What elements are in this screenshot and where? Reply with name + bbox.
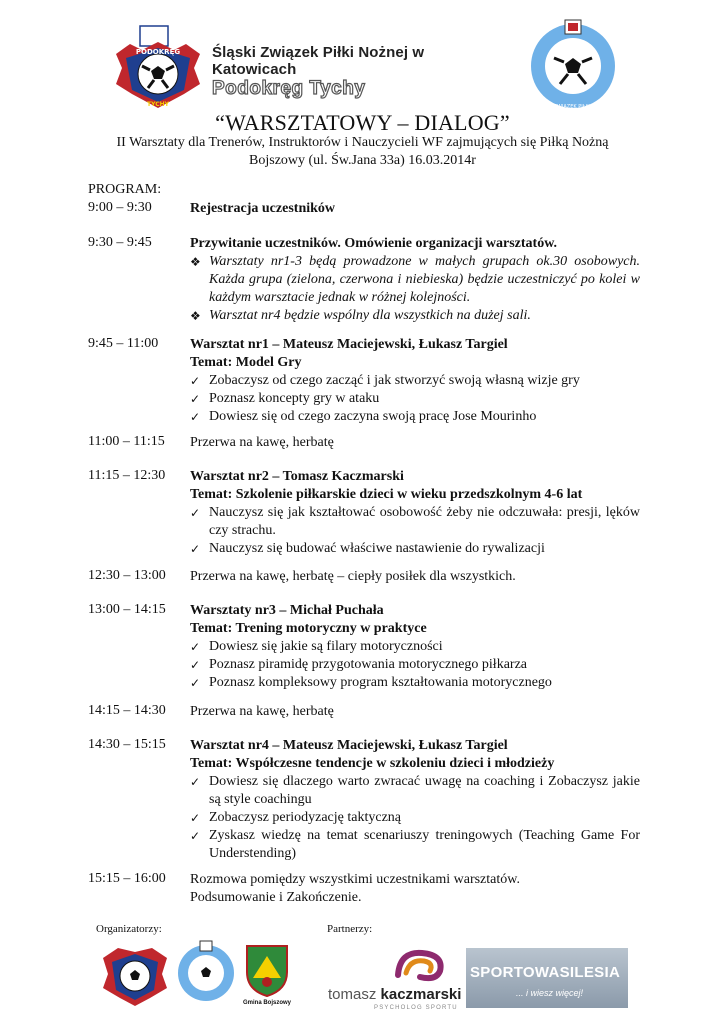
session-topic: Temat: Szkolenie piłkarskie dzieci w wieku przedszkolnym 4-6 lat	[190, 487, 583, 502]
list-item: ✓ Poznasz piramidę przygotowania motorycznego piłkarza	[190, 657, 527, 672]
session-topic: Temat: Model Gry	[190, 355, 302, 370]
tomasz-kaczmarski-logo	[328, 945, 466, 1015]
session-title: Warsztat nr2 – Tomasz Kaczmarski	[190, 469, 404, 484]
slaski-zwiazek-logo	[528, 18, 618, 110]
session-time: 11:15 – 12:30	[88, 468, 166, 483]
program-label: PROGRAM:	[88, 182, 162, 197]
diamond-bullet-icon: ❖	[190, 309, 201, 323]
list-item: ✓ Zobaczysz periodyzację taktyczną	[190, 810, 402, 825]
kaczmarski-subtitle: PSYCHOLOG SPORTU	[374, 1005, 458, 1011]
list-item: ❖ Warsztaty nr1-3 będą prowadzone w małych grupach ok.30 osobowych. Każda grupa (zielona, czerwona i niebieska) będzie uczestniczyć po kolei w każdym warsztacie jednak w różnej kolejności.	[190, 254, 640, 305]
document-subtitle	[0, 134, 725, 170]
list-item: ✓ Dowiesz się dlaczego warto zwracać uwagę na coaching i Zobaczysz jakie są style coachingu	[190, 774, 640, 807]
checkmark-icon: ✓	[190, 775, 201, 789]
podokreg-tychy-crest-logo	[112, 24, 204, 112]
checkmark-icon: ✓	[190, 542, 201, 556]
subtitle-line1: II Warsztaty dla Trenerów, Instruktorów i Nauczycieli WF zajmujących się Piłką Nożną	[116, 135, 609, 150]
document-title: “WARSZTATOWY – DIALOG”	[215, 110, 510, 135]
session-title: Warsztat nr1 – Mateusz Maciejewski, Łukasz Targiel	[190, 337, 508, 352]
banner-line2: Podokręg Tychy	[212, 78, 366, 99]
slaski-zwiazek-small-logo	[176, 940, 236, 1002]
list-item: ✓ Zyskasz wiedzę na temat scenariuszy treningowych (Teaching Game For Understending)	[190, 828, 640, 861]
session-time: 9:45 – 11:00	[88, 336, 159, 351]
session-title: Przywitanie uczestników. Omówienie organizacji warsztatów.	[190, 236, 558, 251]
list-item: ✓ Dowiesz się jakie są filary motoryczności	[190, 639, 443, 654]
checkmark-icon: ✓	[190, 506, 201, 520]
banner-line1: Śląski Związek Piłki Nożnej w Katowicach	[212, 44, 425, 78]
partners-label: Partnerzy:	[327, 923, 373, 935]
session-time: 12:30 – 13:00	[88, 568, 166, 583]
diamond-bullet-icon: ❖	[190, 255, 201, 269]
right-logo-text: ŚLĄSKI ZWIĄZEK PIŁKI NOŻNEJ	[534, 104, 612, 110]
checkmark-icon: ✓	[190, 676, 201, 690]
left-logo-bottom-text: TYCHY	[147, 101, 169, 108]
list-item: ✓ Nauczysz się jak kształtować osobowość żeby nie odczuwała: presji, lęków czy strachu.	[190, 505, 640, 538]
sportowasilesia-logo	[466, 948, 628, 1008]
organizers-label: Organizatorzy:	[96, 923, 162, 935]
left-logo-text: PODOKRĘG	[135, 48, 181, 56]
list-item: ✓ Nauczysz się budować właściwe nastawienie do rywalizacji	[190, 541, 545, 556]
session-topic: Temat: Trening motoryczny w praktyce	[190, 621, 427, 636]
session-text: Rozmowa pomiędzy wszystkimi uczestnikami warsztatów.	[190, 872, 520, 887]
list-item: ✓ Poznasz koncepty gry w ataku	[190, 391, 380, 406]
session-text-2: Podsumowanie i Zakończenie.	[190, 890, 362, 905]
session-time: 14:15 – 14:30	[88, 703, 166, 718]
subtitle-line2: Bojszowy (ul. Św.Jana 33a) 16.03.2014r	[249, 153, 476, 168]
checkmark-icon: ✓	[190, 374, 201, 388]
session-topic: Temat: Współczesne tendencje w szkoleniu dzieci i młodzieży	[190, 756, 555, 771]
session-time: 14:30 – 15:15	[88, 737, 166, 752]
checkmark-icon: ✓	[190, 658, 201, 672]
checkmark-icon: ✓	[190, 829, 201, 843]
session-title: Rejestracja uczestników	[190, 201, 336, 216]
list-item: ❖ Warsztat nr4 będzie wspólny dla wszystkich na dużej sali.	[190, 308, 531, 323]
list-item: ✓ Zobaczysz od czego zacząć i jak stworzyć swoją własną wizje gry	[190, 373, 580, 388]
session-time: 9:30 – 9:45	[88, 235, 152, 250]
session-time: 11:00 – 11:15	[88, 434, 165, 449]
checkmark-icon: ✓	[190, 640, 201, 654]
kaczmarski-name: tomasz kaczmarski	[328, 986, 462, 1003]
session-text: Przerwa na kawę, herbatę	[190, 704, 334, 719]
sportowasilesia-tagline: ... i wiesz więcej!	[516, 988, 584, 998]
organization-banner	[212, 44, 512, 99]
list-item: ✓ Poznasz kompleksowy program kształtowania motorycznego	[190, 675, 552, 690]
session-time: 9:00 – 9:30	[88, 200, 152, 215]
checkmark-icon: ✓	[190, 410, 201, 424]
podokreg-tychy-small-logo	[100, 938, 170, 1008]
swirl-logo-icon	[390, 945, 450, 985]
sportowasilesia-name: SPORTOWASILESIA	[470, 964, 621, 981]
session-title: Warsztaty nr3 – Michał Puchała	[190, 603, 384, 618]
checkmark-icon: ✓	[190, 392, 201, 406]
session-title: Warsztat nr4 – Mateusz Maciejewski, Łukasz Targiel	[190, 738, 508, 753]
checkmark-icon: ✓	[190, 811, 201, 825]
session-text: Przerwa na kawę, herbatę – ciepły posiłek dla wszystkich.	[190, 569, 516, 584]
gmina-bojszowy-label: Gmina Bojszowy	[243, 1000, 292, 1006]
list-item: ✓ Dowiesz się od czego zaczyna swoją pracę Jose Mourinho	[190, 409, 537, 424]
session-text: Przerwa na kawę, herbatę	[190, 435, 334, 450]
gmina-bojszowy-coat-of-arms	[243, 942, 291, 998]
session-time: 13:00 – 14:15	[88, 602, 166, 617]
session-time: 15:15 – 16:00	[88, 871, 166, 886]
